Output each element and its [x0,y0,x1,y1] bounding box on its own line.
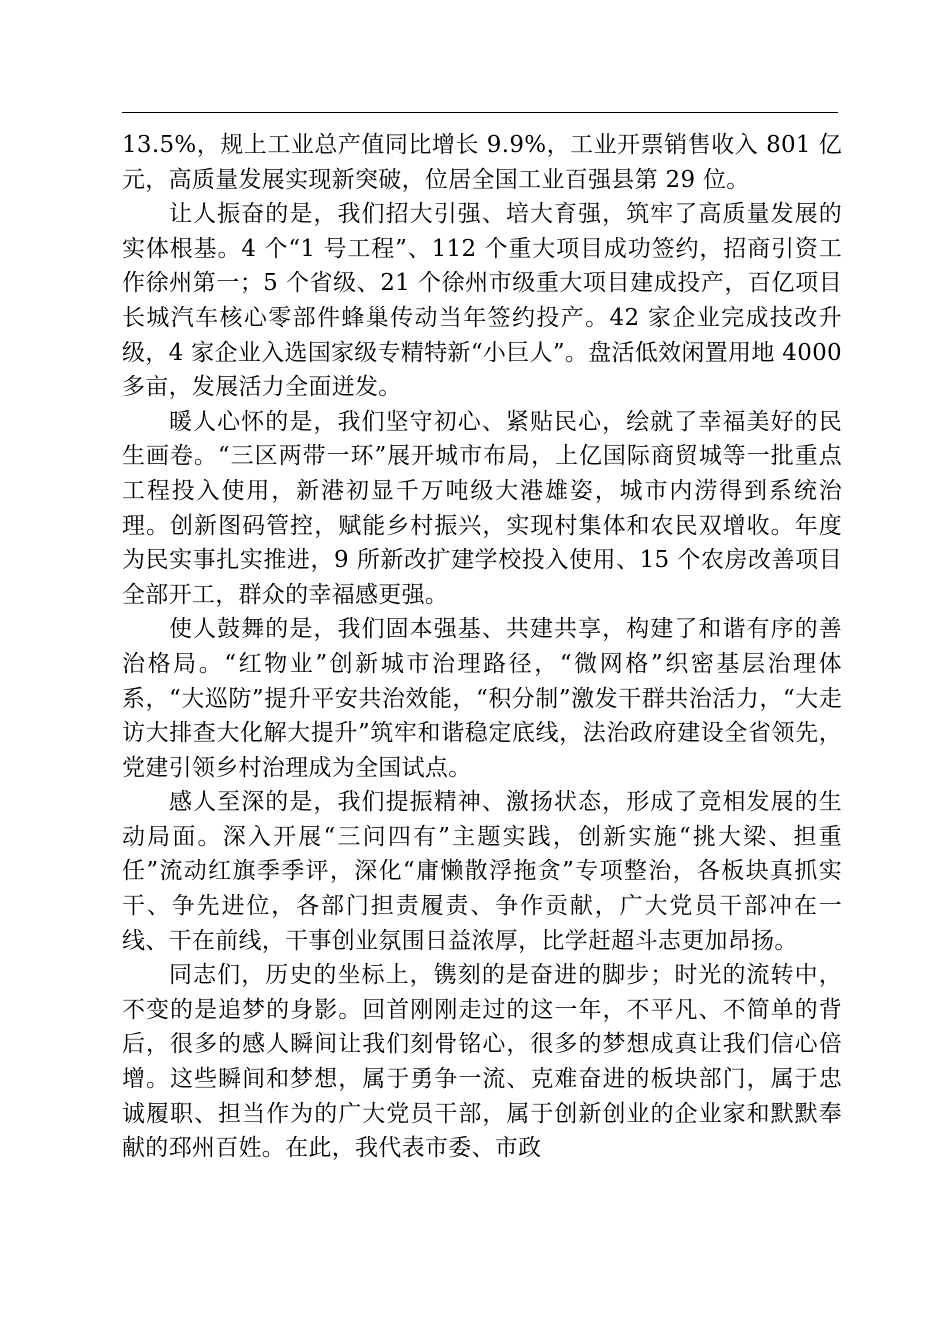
paragraph-2: 让人振奋的是，我们招大引强、培大育强，筑牢了高质量发展的实体根基。4 个“1 号工程”、112 个重大项目成功签约，招商引资工作徐州第一；5 个省级、21 个徐州市级重大项目建成投产，百亿项目长城汽车核心零部件蜂巢传动当年签约投产。42 家企业完成技改升级，4 家企业入选国家级专精特新“小巨人”。盘活低效闲置用地 4000 多亩，发展活力全面迸发。 [122,201,842,401]
paragraph-5: 感人至深的是，我们提振精神、激扬状态，形成了竞相发展的生动局面。深入开展“三问四有”主题实践，创新实施“挑大梁、担重任”流动红旗季季评，深化“庸懒散浮拖贪”专项整治，各板块真抓实干、争先进位，各部门担责履责、争作贡献，广大党员干部冲在一线、干在前线，干事创业氛围日益浓厚，比学赶超斗志更加昂扬。 [122,789,842,954]
paragraph-6: 同志们，历史的坐标上，镌刻的是奋进的脚步；时光的流转中，不变的是追梦的身影。回首刚刚走过的这一年，不平凡、不简单的背后，很多的感人瞬间让我们刻骨铭心，很多的梦想成真让我们信心倍增。这些瞬间和梦想，属于勇争一流、克难奋进的板块部门，属于忠诚履职、担当作为的广大党员干部，属于创新创业的企业家和默默奉献的邳州百姓。在此，我代表市委、市政 [122,962,842,1162]
header-divider [122,112,838,113]
paragraph-3: 暖人心怀的是，我们坚守初心、紧贴民心，绘就了幸福美好的民生画卷。“三区两带一环”展开城市布局，上亿国际商贸城等一批重点工程投入使用，新港初显千万吨级大港雄姿，城市内涝得到系统治理。创新图码管控，赋能乡村振兴，实现村集体和农民双增收。年度为民实事扎实推进，9 所新改扩建学校投入使用、15 个农房改善项目全部开工，群众的幸福感更强。 [122,408,842,608]
paragraph-1: 13.5%，规上工业总产值同比增长 9.9%，工业开票销售收入 801 亿元，高质量发展实现新突破，位居全国工业百强县第 29 位。 [122,132,842,193]
paragraph-4: 使人鼓舞的是，我们固本强基、共建共享，构建了和谐有序的善治格局。“红物业”创新城市治理路径，“微网格”织密基层治理体系，“大巡防”提升平安共治效能，“积分制”激发干群共治活力，“大走访大排查大化解大提升”筑牢和谐稳定底线，法治政府建设全省领先，党建引领乡村治理成为全国试点。 [122,616,842,781]
document-body [122,128,842,1166]
